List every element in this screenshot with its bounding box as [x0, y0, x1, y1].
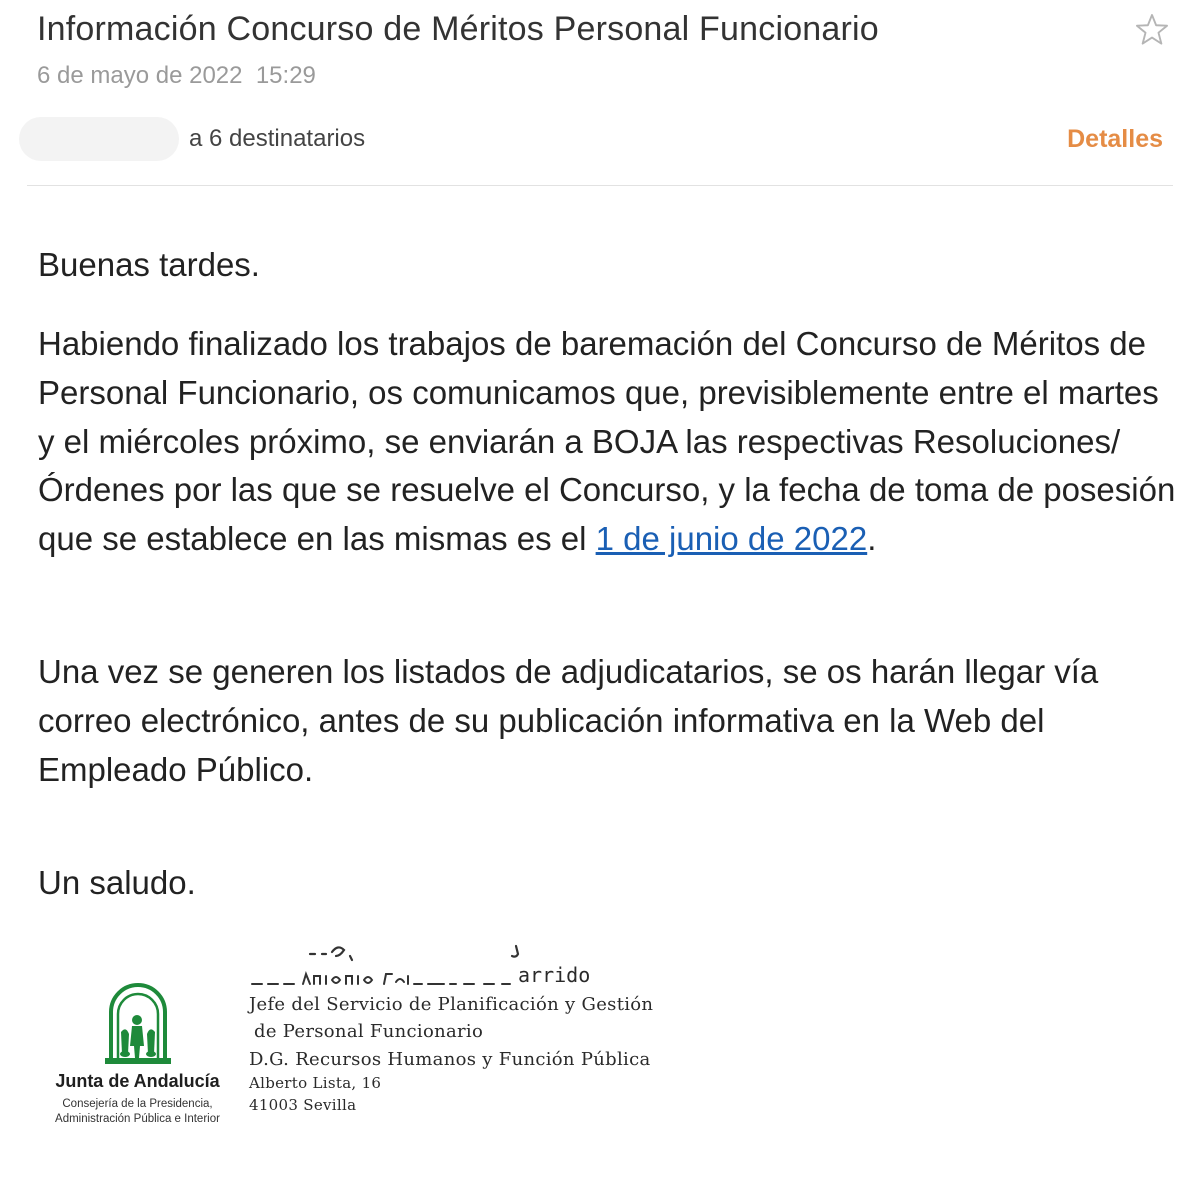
signature-address-line-1: Alberto Lista, 16 — [249, 1074, 382, 1092]
junta-andalucia-emblem-icon — [103, 974, 173, 1066]
signature-scribble — [306, 940, 536, 964]
star-outline-icon[interactable] — [1133, 11, 1171, 49]
signature-name-tail: arrido — [518, 963, 591, 987]
paragraph-2: Una vez se generen los listados de adjudicatarios, se os harán llegar vía correo electrónico, antes de su publicación informativa en la Web del Empleado Público. — [38, 653, 1099, 788]
signature-department: D.G. Recursos Humanos y Función Pública — [249, 1049, 651, 1070]
paragraph-1-text: Habiendo finalizado los trabajos de baremación del Concurso de Méritos de Personal Funcionario, os comunicamos que, previsiblemente entre el martes y el miércoles próximo, se enviarán a BOJA las respectivas Resoluciones/Órdenes por las que se resuelve el Concurso, y la fecha de toma de posesión que se establece en las mismas es el — [38, 325, 1176, 558]
signature-title-line-1: Jefe del Servicio de Planificación y Gestión — [249, 994, 654, 1015]
org-sub-line-1: Consejería de la Presidencia, — [62, 1098, 213, 1110]
date-link[interactable]: 1 de junio de 2022 — [595, 520, 868, 558]
paragraph-1 — [38, 320, 1178, 564]
greeting: Buenas tardes. — [38, 246, 260, 283]
junta-andalucia-logo — [40, 974, 235, 1127]
email-date: 6 de mayo de 2022 15:29 — [37, 62, 316, 89]
closing: Un saludo. — [38, 864, 196, 901]
header-divider — [27, 185, 1173, 186]
paragraph-1-end: . — [867, 520, 877, 558]
signature-title-line-2: de Personal Funcionario — [254, 1021, 484, 1042]
signature-address-line-2: 41003 Sevilla — [249, 1096, 357, 1114]
sender-chip[interactable] — [19, 117, 179, 161]
email-subject: Información Concurso de Méritos Personal Funcionario — [37, 10, 879, 48]
org-sub-line-2: Administración Pública e Interior — [55, 1113, 220, 1125]
details-link[interactable]: Detalles — [1067, 125, 1163, 153]
org-name: Junta de Andalucía — [55, 1071, 220, 1091]
recipients-label: a 6 destinatarios — [189, 125, 366, 152]
